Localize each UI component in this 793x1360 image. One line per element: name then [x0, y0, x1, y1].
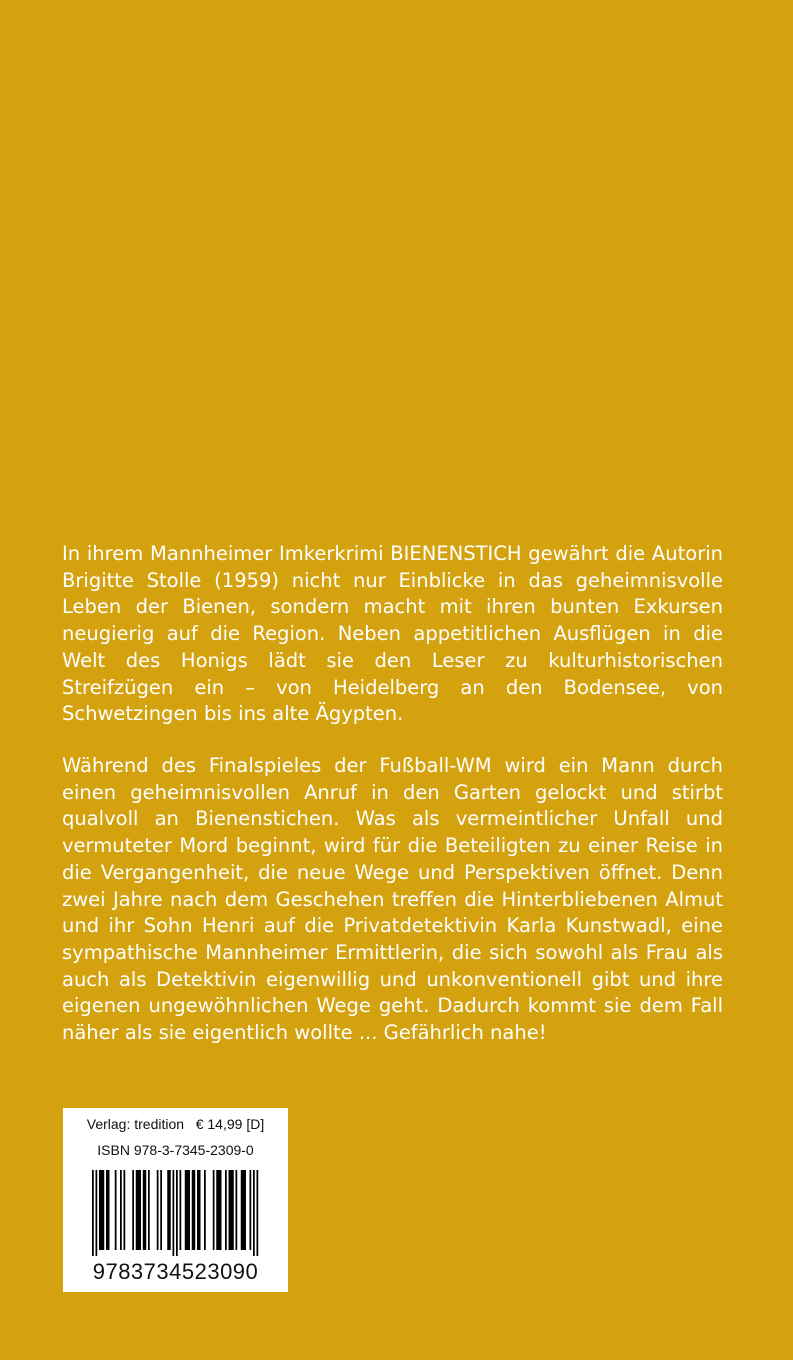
barcode-bar — [157, 1170, 159, 1250]
blurb-paragraph-2: Während des Finalspieles der Fußball-WM wird ein Mann durch einen geheimnisvollen Anruf in den Garten gelockt und stirbt qualvoll an Bienenstichen. Was als vermeintlicher Unfall und vermuteter Mord beginnt, wird für die Beteiligten zu einer Reise in die Vergangenheit, die neue Wege und Perspektiven öffnet. Denn zwei Jahre nach dem Geschehen treffen die Hinterbliebenen Almut und ihr Sohn Henri auf die Privatdetektivin Karla Kunstwadl, eine sympathische Mannheimer Ermittlerin, die sich sowohl als Frau als auch als Detektivin eigenwillig und unkonventionell gibt und ihre eigenen ungewöhnlichen Wege geht. Dadurch kommt sie dem Fall näher als sie eigentlich wollte ... Gefährlich nahe! — [62, 754, 723, 1045]
barcode-guard-bar — [257, 1170, 259, 1256]
barcode-guard-bar — [176, 1170, 178, 1256]
barcode-bar — [160, 1170, 162, 1250]
barcode-bar — [236, 1170, 238, 1250]
blurb-paragraph-1: In ihrem Mannheimer Imkerkrimi BIENENSTICH gewährt die Autorin Brigitte Stolle (1959) nicht nur Einblicke in das geheimnisvolle Leben der Bienen, sondern macht mit ihren bunten Exkursen neugierig auf die Region. Neben appetitlichen Ausflügen in die Welt des Honigs lädt sie den Leser zu kulturhistorischen Streifzügen ein – von Heidelberg an den Bodensee, von Schwetzingen bis ins alte Ägypten. — [62, 542, 723, 726]
barcode-bar — [143, 1170, 147, 1250]
barcode-bar — [204, 1170, 206, 1250]
barcode-bar — [229, 1170, 234, 1250]
barcode-bar — [213, 1170, 215, 1250]
barcode-bar — [192, 1170, 196, 1250]
ean-digits: 9783734523090 — [92, 1259, 259, 1284]
barcode-bar — [197, 1170, 201, 1250]
barcode-bar — [185, 1170, 190, 1250]
publisher-price-line: Verlag: tredition € 14,99 [D] — [86, 1116, 265, 1132]
barcode-bar — [136, 1170, 141, 1250]
barcode-bar — [148, 1170, 150, 1250]
barcode-bar — [124, 1170, 126, 1250]
barcode-bar — [216, 1170, 221, 1250]
barcode-bar — [225, 1170, 227, 1250]
barcode-bar — [250, 1170, 252, 1250]
barcode — [92, 1170, 259, 1256]
barcode-guard-bar — [173, 1170, 175, 1256]
barcode-bar — [241, 1170, 246, 1250]
barcode-bar — [132, 1170, 134, 1250]
isbn-line: ISBN 978-3-7345-2309-0 — [97, 1142, 254, 1158]
barcode-bar — [120, 1170, 122, 1250]
barcode-box — [63, 1108, 288, 1292]
barcode-bar — [115, 1170, 117, 1250]
barcode-guard-bar — [253, 1170, 255, 1256]
barcode-guard-bar — [96, 1170, 98, 1256]
barcode-bar — [180, 1170, 182, 1250]
barcode-bar — [99, 1170, 104, 1250]
barcode-bar — [106, 1170, 110, 1250]
barcode-guard-bar — [92, 1170, 94, 1256]
barcode-bar — [167, 1170, 171, 1250]
